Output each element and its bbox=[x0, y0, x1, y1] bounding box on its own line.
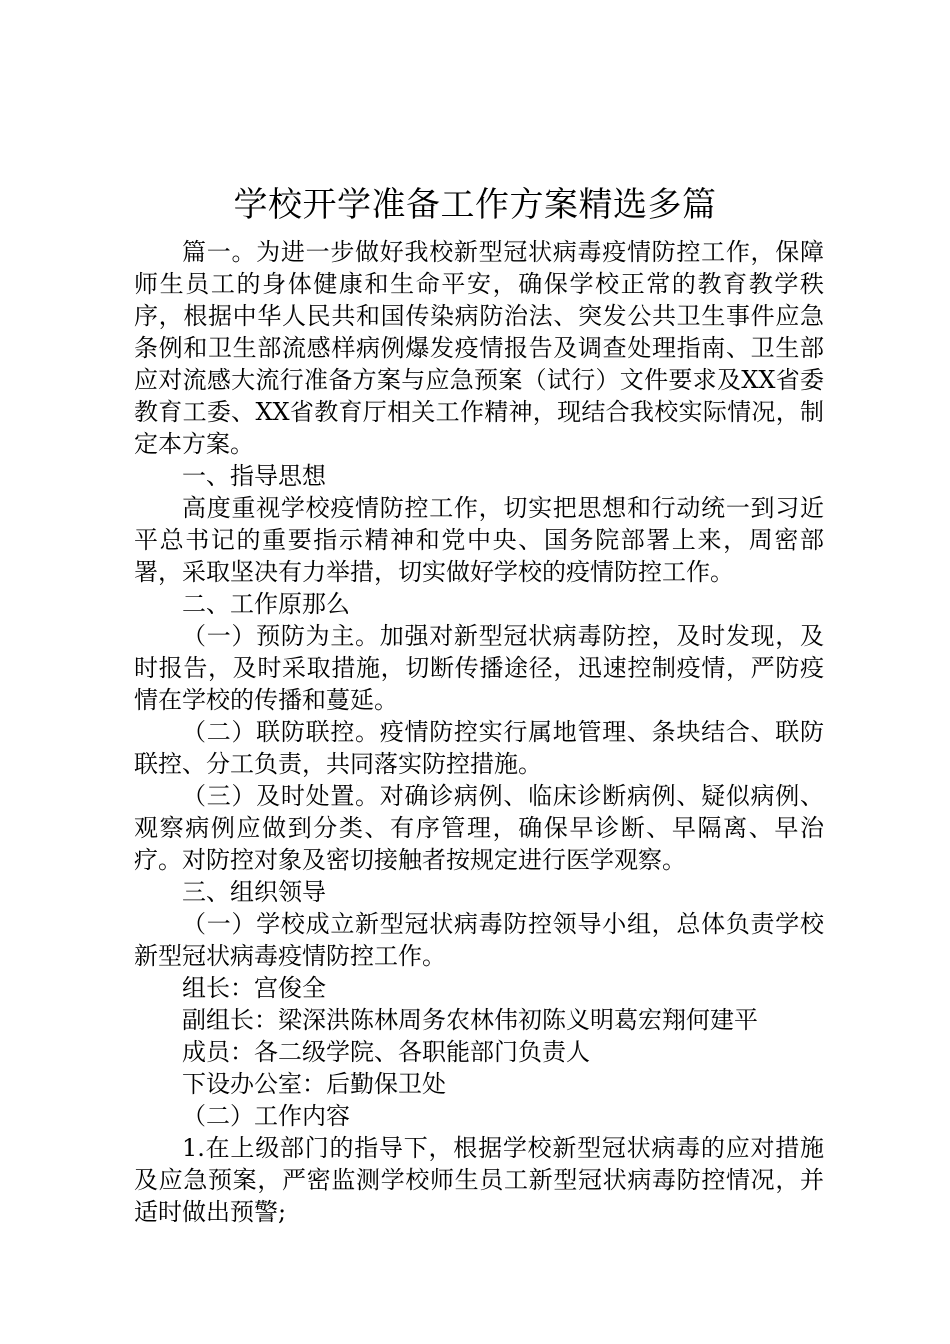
paragraph-principle-timely-handling: （三）及时处置。对确诊病例、临床诊断病例、疑似病例、观察病例应做到分类、有序管理，确保早诊断、早隔离、早治疗。对防控对象及密切接触者按规定进行医学观察。 bbox=[134, 782, 824, 874]
paragraph-leading-group: （一）学校成立新型冠状病毒防控领导小组，总体负责学校新型冠状病毒疫情防控工作。 bbox=[134, 910, 824, 970]
heading-work-content: （二）工作内容 bbox=[182, 1102, 350, 1130]
document-body bbox=[134, 236, 824, 1228]
line-members: 成员：各二级学院、各职能部门负责人 bbox=[182, 1038, 590, 1066]
paragraph-guiding-ideology: 高度重视学校疫情防控工作，切实把思想和行动统一到习近平总书记的重要指示精神和党中央、国务院部署上来，周密部署，采取坚决有力举措，切实做好学校的疫情防控工作。 bbox=[134, 494, 824, 586]
paragraph-principle-joint-control: （二）联防联控。疫情防控实行属地管理、条块结合、联防联控、分工负责，共同落实防控措施。 bbox=[134, 718, 824, 778]
heading-work-principles: 二、工作原那么 bbox=[182, 590, 350, 618]
paragraph-intro: 篇一。为进一步做好我校新型冠状病毒疫情防控工作，保障师生员工的身体健康和生命平安，确保学校正常的教育教学秩序，根据中华人民共和国传染病防治法、突发公共卫生事件应急条例和卫生部流感样病例爆发疫情报告及调查处理指南、卫生部应对流感大流行准备方案与应急预案（试行）文件要求及XX省委教育工委、XX省教育厅相关工作精神，现结合我校实际情况，制定本方案。 bbox=[134, 238, 824, 458]
line-group-leader: 组长：宫俊全 bbox=[182, 974, 326, 1002]
line-office: 下设办公室：后勤保卫处 bbox=[182, 1070, 446, 1098]
document-title: 学校开学准备工作方案精选多篇 bbox=[233, 185, 717, 225]
paragraph-principle-prevention: （一）预防为主。加强对新型冠状病毒防控，及时发现，及时报告，及时采取措施，切断传播途径，迅速控制疫情，严防疫情在学校的传播和蔓延。 bbox=[134, 622, 824, 714]
paragraph-work-item-1: 1.在上级部门的指导下，根据学校新型冠状病毒的应对措施及应急预案，严密监测学校师生员工新型冠状病毒防控情况，并适时做出预警; bbox=[134, 1134, 824, 1226]
heading-organization: 三、组织领导 bbox=[182, 878, 326, 906]
heading-guiding-ideology: 一、指导思想 bbox=[182, 462, 326, 490]
line-deputy-leaders: 副组长：梁深洪陈林周务农林伟初陈义明葛宏翔何建平 bbox=[182, 1006, 758, 1034]
